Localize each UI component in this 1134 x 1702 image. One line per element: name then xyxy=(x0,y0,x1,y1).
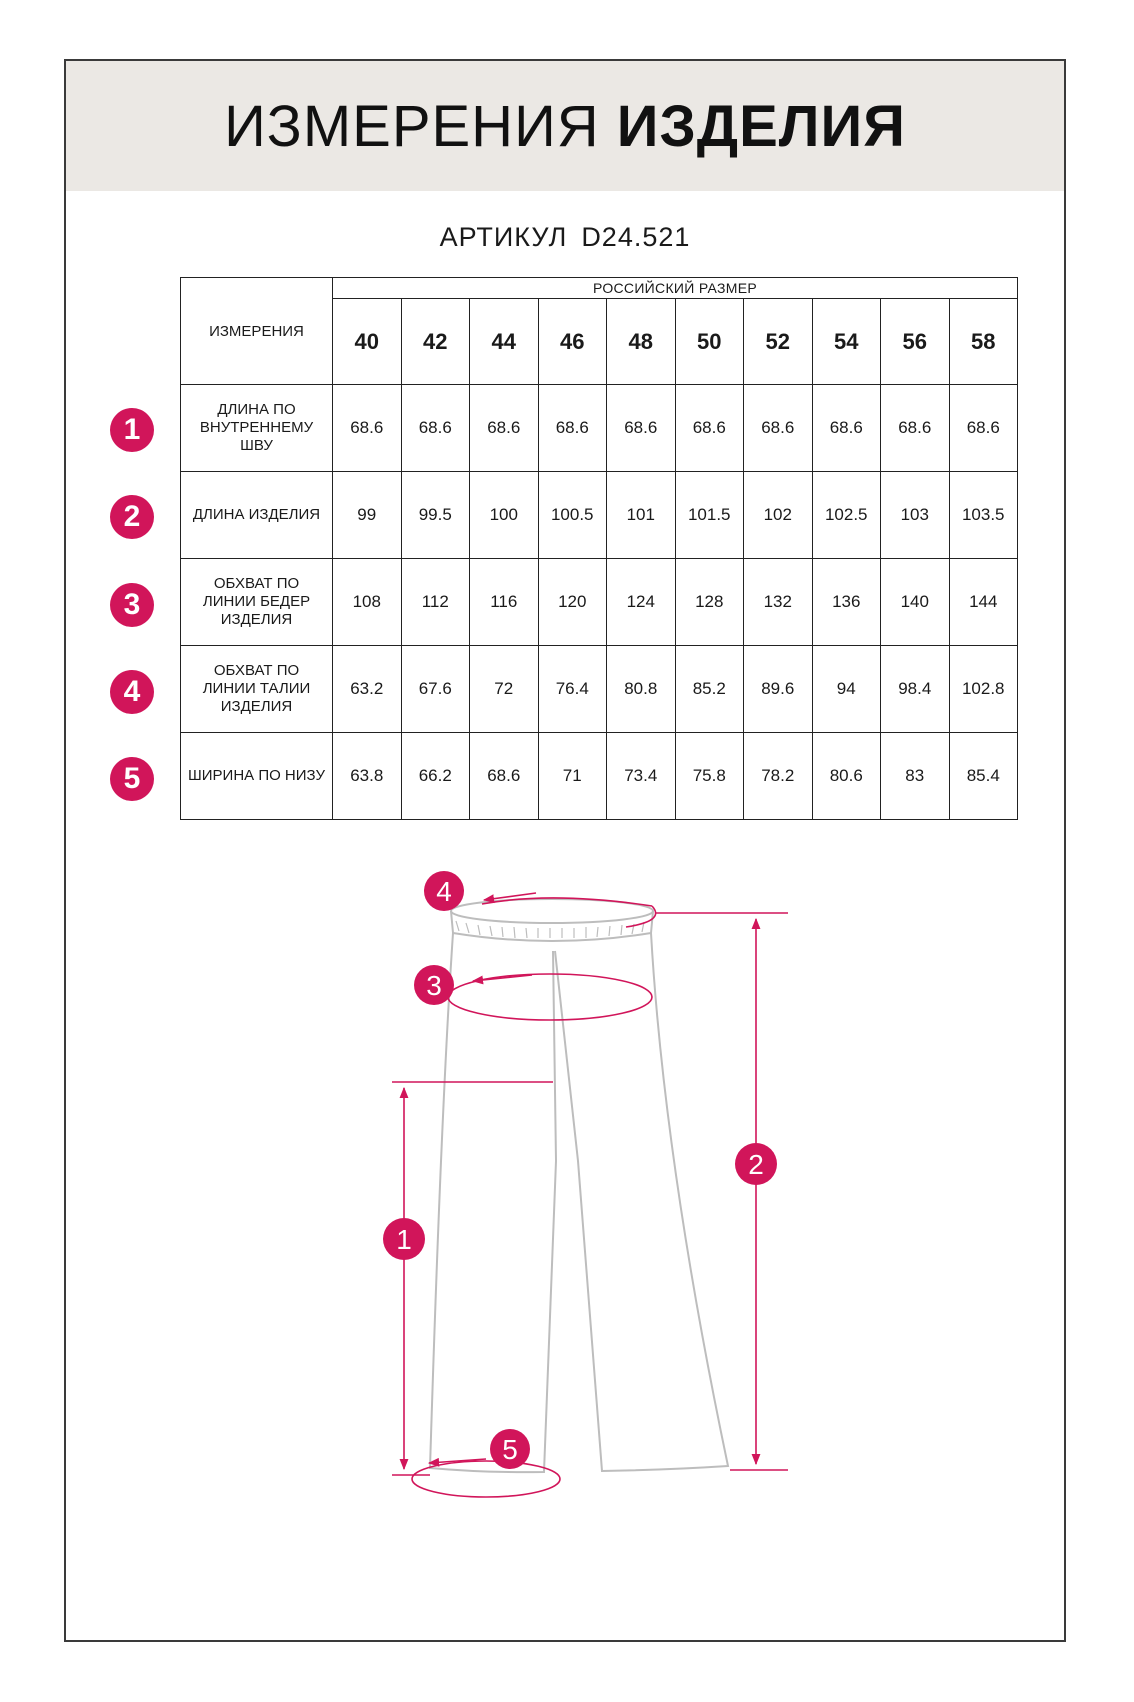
measurement-value: 66.2 xyxy=(401,733,470,820)
size-header-cell: 40 xyxy=(333,299,402,385)
right-leg xyxy=(555,933,728,1471)
measurement-value: 99 xyxy=(333,472,402,559)
measurement-value: 102.8 xyxy=(949,646,1018,733)
size-header-cell: 50 xyxy=(675,299,744,385)
measurement-value: 71 xyxy=(538,733,607,820)
marker-1-label: 1 xyxy=(396,1224,412,1255)
measurement-value: 80.6 xyxy=(812,733,881,820)
measurement-value: 63.2 xyxy=(333,646,402,733)
trousers-diagram xyxy=(66,61,1068,1644)
measurement-value: 68.6 xyxy=(744,385,813,472)
row-number-badge: 1 xyxy=(110,408,154,452)
measurement-value: 68.6 xyxy=(949,385,1018,472)
measurement-value: 136 xyxy=(812,559,881,646)
measurement-value: 108 xyxy=(333,559,402,646)
waistband-body xyxy=(451,911,653,941)
measurement-value: 68.6 xyxy=(401,385,470,472)
measurement-value: 68.6 xyxy=(881,385,950,472)
measurement-value: 144 xyxy=(949,559,1018,646)
size-header-cell: 44 xyxy=(470,299,539,385)
size-header-cell: 54 xyxy=(812,299,881,385)
measurement-value: 140 xyxy=(881,559,950,646)
size-header-cell: 52 xyxy=(744,299,813,385)
measurement-label: ОБХВАТ ПО ЛИНИИ БЕДЕР ИЗДЕЛИЯ xyxy=(181,559,333,646)
measurement-value: 102.5 xyxy=(812,472,881,559)
measurement-value: 75.8 xyxy=(675,733,744,820)
russian-size-header: РОССИЙСКИЙ РАЗМЕР xyxy=(333,278,1018,299)
measurement-value: 89.6 xyxy=(744,646,813,733)
measurement-value: 102 xyxy=(744,472,813,559)
measurement-value: 132 xyxy=(744,559,813,646)
measurement-value: 63.8 xyxy=(333,733,402,820)
size-header-cell: 58 xyxy=(949,299,1018,385)
marker-5-label: 5 xyxy=(502,1434,518,1465)
measurement-value: 99.5 xyxy=(401,472,470,559)
hem-ellipse xyxy=(412,1461,560,1497)
measurement-value: 112 xyxy=(401,559,470,646)
measurement-value: 68.6 xyxy=(812,385,881,472)
left-leg xyxy=(430,933,556,1472)
measurement-value: 101.5 xyxy=(675,472,744,559)
measurement-value: 78.2 xyxy=(744,733,813,820)
measurement-value: 116 xyxy=(470,559,539,646)
measurement-value: 80.8 xyxy=(607,646,676,733)
marker-4-label: 4 xyxy=(436,876,452,907)
row-number-badge: 3 xyxy=(110,583,154,627)
measurement-value: 68.6 xyxy=(675,385,744,472)
measurement-label: ДЛИНА ПО ВНУТРЕННЕМУ ШВУ xyxy=(181,385,333,472)
measurement-value: 68.6 xyxy=(333,385,402,472)
measurement-value: 76.4 xyxy=(538,646,607,733)
row-number-badge: 4 xyxy=(110,670,154,714)
size-header-cell: 46 xyxy=(538,299,607,385)
measurement-value: 67.6 xyxy=(401,646,470,733)
measurement-value: 85.4 xyxy=(949,733,1018,820)
measurement-value: 128 xyxy=(675,559,744,646)
trousers-sketch xyxy=(430,899,728,1472)
measurement-value: 68.6 xyxy=(607,385,676,472)
measurement-value: 94 xyxy=(812,646,881,733)
measurement-value: 85.2 xyxy=(675,646,744,733)
size-header-cell: 48 xyxy=(607,299,676,385)
measurement-label: ДЛИНА ИЗДЕЛИЯ xyxy=(181,472,333,559)
article-code: D24.521 xyxy=(581,222,691,252)
title-light: ИЗМЕРЕНИЯ xyxy=(224,94,600,159)
measurement-label: ОБХВАТ ПО ЛИНИИ ТАЛИИ ИЗДЕЛИЯ xyxy=(181,646,333,733)
measurement-label: ШИРИНА ПО НИЗУ xyxy=(181,733,333,820)
article-label: АРТИКУЛ xyxy=(439,222,568,252)
row-number-badge: 5 xyxy=(110,757,154,801)
measurement-value: 68.6 xyxy=(470,385,539,472)
measurement-value: 68.6 xyxy=(538,385,607,472)
measurement-value: 120 xyxy=(538,559,607,646)
measurement-value: 72 xyxy=(470,646,539,733)
measurements-header: ИЗМЕРЕНИЯ xyxy=(181,278,333,385)
measurement-value: 73.4 xyxy=(607,733,676,820)
measurement-value: 124 xyxy=(607,559,676,646)
measurement-value: 100.5 xyxy=(538,472,607,559)
row-number-badge: 2 xyxy=(110,495,154,539)
size-header-cell: 42 xyxy=(401,299,470,385)
measurement-value: 83 xyxy=(881,733,950,820)
title-bold: ИЗДЕЛИЯ xyxy=(616,94,906,159)
size-header-cell: 56 xyxy=(881,299,950,385)
diagram-markers xyxy=(383,871,777,1469)
marker-3-label: 3 xyxy=(426,970,442,1001)
measurement-value: 98.4 xyxy=(881,646,950,733)
measurement-value: 103.5 xyxy=(949,472,1018,559)
page-frame xyxy=(64,59,1066,1642)
measurement-value: 103 xyxy=(881,472,950,559)
measurement-value: 101 xyxy=(607,472,676,559)
measurement-value: 100 xyxy=(470,472,539,559)
marker-2-label: 2 xyxy=(748,1149,764,1180)
measurement-value: 68.6 xyxy=(470,733,539,820)
